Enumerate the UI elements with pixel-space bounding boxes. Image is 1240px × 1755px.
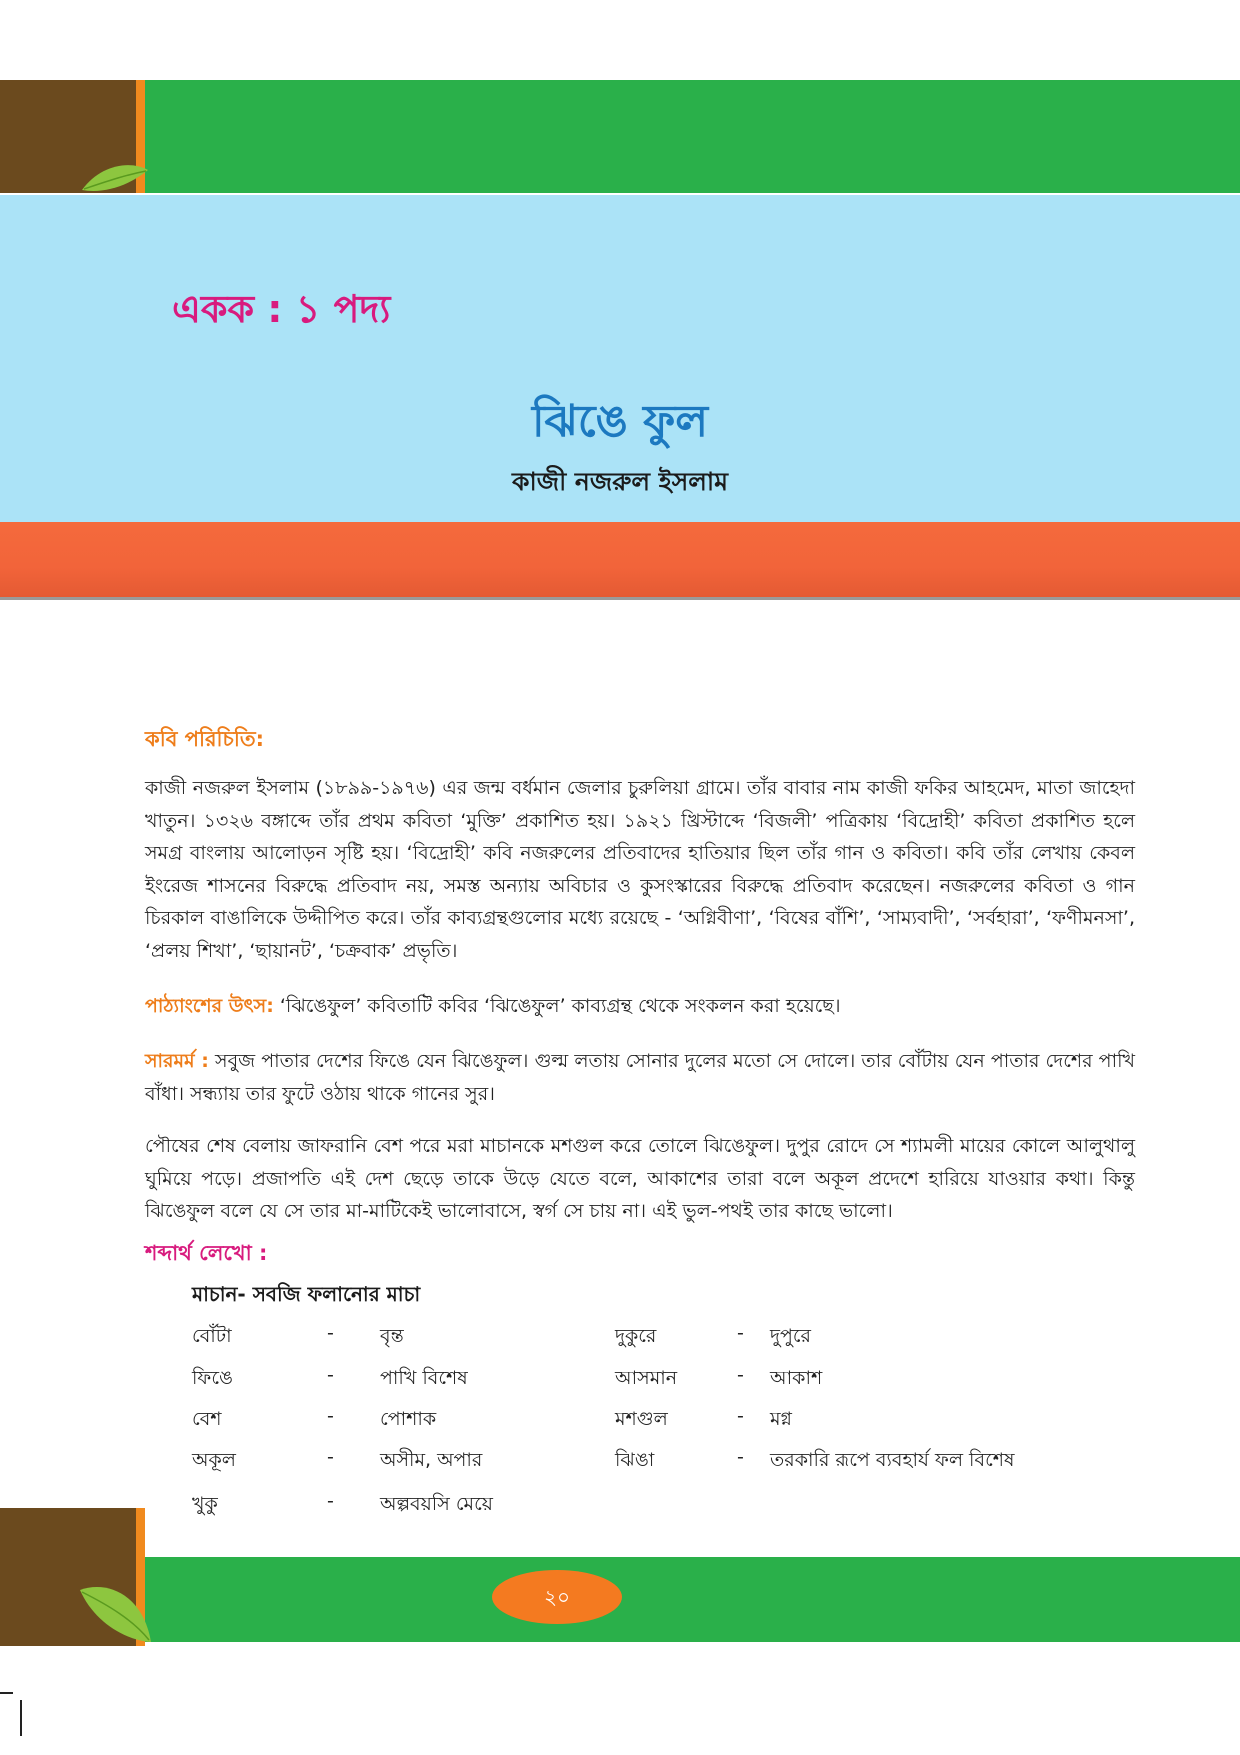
glossary-dash: - [737, 1364, 744, 1386]
bottom-green-band [145, 1557, 1240, 1642]
glossary-example: মাচান- সবজি ফলানোর মাচা [192, 1282, 421, 1306]
poet-intro-heading: কবি পরিচিতি: [145, 727, 265, 751]
summary-text: সবুজ পাতার দেশের ফিঙে যেন ঝিঙেফুল। গুল্ম লতায় সোনার দুলের মতো সে দোলে। তার বোঁটায় যেন পাতার দেশের পাখি বাঁধা। সন্ধ্যায় তার ফুটে ওঠায় থাকে গানের সুর। [145, 1050, 1136, 1105]
glossary-dash: - [327, 1446, 334, 1468]
glossary-meaning: মগ্ন [770, 1408, 792, 1430]
glossary-word: বেশ [192, 1408, 222, 1430]
leaf-icon [78, 1580, 153, 1648]
source-text: ‘ঝিঙেফুল’ কবিতাটি কবির ‘ঝিঙেফুল’ কাব্যগ্রন্থ থেকে সংকলন করা হয়েছে। [279, 995, 841, 1017]
glossary-dash: - [327, 1490, 334, 1512]
glossary-word: বোঁটা [192, 1325, 232, 1347]
source-heading: পাঠ্যাংশের উৎস: [145, 995, 274, 1017]
glossary-word: মশগুল [615, 1408, 668, 1430]
glossary-word: ঝিঙা [615, 1449, 655, 1471]
glossary-heading: শব্দার্থ লেখো : [145, 1241, 268, 1265]
poet-intro-paragraph: কাজী নজরুল ইসলাম (১৮৯৯-১৯৭৬) এর জন্ম বর্ধমান জেলার চুরুলিয়া গ্রামে। তাঁর বাবার নাম কাজী ফকির আহমেদ, মাতা জাহেদা খাতুন। ১৩২৬ বঙ্গাব্দে তাঁর প্রথম কবিতা ‘মুক্তি’ প্রকাশিত হয়। ১৯২১ খ্রিস্টাব্দে ‘বিজলী’ পত্রিকায় ‘বিদ্রোহী’ কবিতা প্রকাশিত হলে সমগ্র বাংলায় আলোড়ন সৃষ্টি হয়। ‘বিদ্রোহী’ কবি নজরুলের প্রতিবাদের হাতিয়ার ছিল তাঁর গান ও কবিতা। কবি তাঁর লেখায় কেবল ইংরেজ শাসনের বিরুদ্ধে প্রতিবাদ নয়, সমস্ত অন্যায় অবিচার ও কুসংস্কারের বিরুদ্ধে প্রতিবাদ করেছেন। নজরুলের কবিতা ও গান চিরকাল বাঙালিকে উদ্দীপিত করে। তাঁর কাব্যগ্রন্থগুলোর মধ্যে রয়েছে - ‘অগ্নিবীণা’, ‘বিষের বাঁশি’, ‘সাম্যবাদী’, ‘সর্বহারা’, ‘ফণীমনসা’, ‘প্রলয় শিখা’, ‘ছায়ানট’, ‘চক্রবাক’ প্রভৃতি। [145, 777, 1135, 962]
poem-title: ঝিঙে ফুল [531, 396, 709, 447]
glossary-dash: - [737, 1405, 744, 1427]
top-green-band [145, 80, 1240, 193]
crop-mark [0, 1692, 13, 1694]
glossary-meaning: পোশাক [380, 1408, 437, 1430]
glossary-meaning: অসীম, অপার [380, 1449, 483, 1471]
glossary-word: ফিঙে [192, 1367, 233, 1389]
summary-paragraph [145, 1045, 1135, 1110]
crop-mark [20, 1700, 22, 1736]
page-number: ২০ [492, 1570, 622, 1624]
glossary-meaning: অল্পবয়সি মেয়ে [380, 1493, 493, 1515]
summary-paragraph-2: পৌষের শেষ বেলায় জাফরানি বেশ পরে মরা মাচানকে মশগুল করে তোলে ঝিঙেফুল। দুপুর রোদে সে শ্যামলী মায়ের কোলে আলুথালু ঘুমিয়ে পড়ে। প্রজাপতি এই দেশ ছেড়ে তাকে উড়ে যেতে বলে, আকাশের তারা বলে অকূল প্রদেশে হারিয়ে যাওয়ার কথা। কিন্তু ঝিঙেফুল বলে যে সে তার মা-মাটিকেই ভালোবাসে, স্বর্গ সে চায় না। এই ভুল-পথই তার কাছে ভালো। [145, 1135, 1135, 1222]
orange-band [0, 522, 1240, 600]
glossary-dash: - [737, 1446, 744, 1468]
glossary-word: আসমান [615, 1367, 678, 1389]
glossary-word: দুকুরে [615, 1325, 657, 1347]
glossary-dash: - [737, 1322, 744, 1344]
glossary-dash: - [327, 1322, 334, 1344]
unit-label: একক : ১ পদ্য [172, 287, 391, 331]
glossary-meaning: তরকারি রূপে ব্যবহার্য ফল বিশেষ [770, 1449, 1015, 1471]
poet-name: কাজী নজরুল ইসলাম [511, 467, 729, 496]
glossary-dash: - [327, 1364, 334, 1386]
glossary-meaning: দুপুরে [770, 1325, 811, 1347]
glossary-word: খুকু [192, 1493, 218, 1515]
glossary-dash: - [327, 1405, 334, 1427]
glossary-meaning: পাখি বিশেষ [380, 1367, 468, 1389]
glossary-meaning: আকাশ [770, 1367, 823, 1389]
glossary-meaning: বৃন্ত [380, 1325, 404, 1347]
glossary-word: অকূল [192, 1449, 236, 1471]
summary-heading: সারমর্ম : [145, 1050, 209, 1072]
source-paragraph [145, 990, 1135, 1023]
leaf-icon [80, 160, 150, 195]
